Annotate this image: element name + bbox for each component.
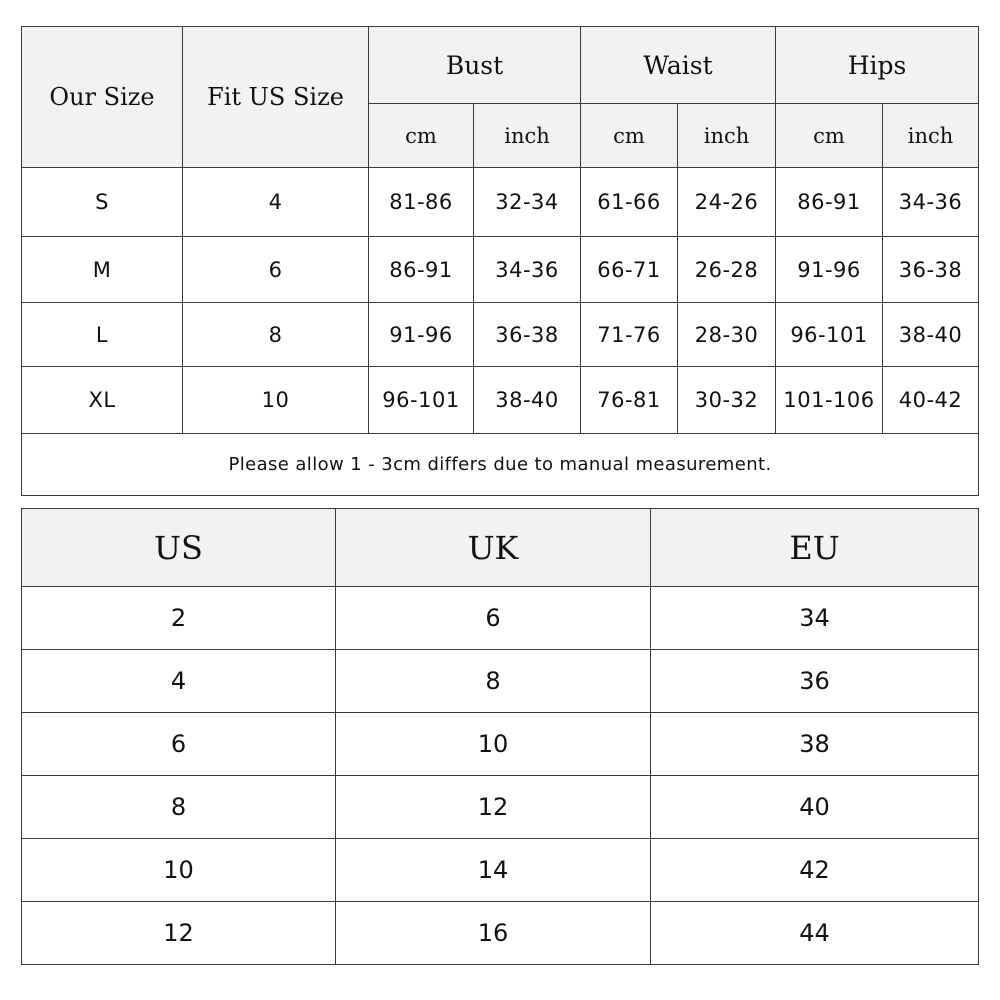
cell-hips-cm: 101-106 [776,367,883,434]
header-hips: Hips [776,27,979,104]
header-hips-cm: cm [776,104,883,168]
table-row [22,776,979,839]
cell-fit-us-size: 6 [183,237,369,303]
cell-our-size: L [22,303,183,367]
header-hips-inch: inch [883,104,979,168]
cell-hips-inch: 34-36 [883,168,979,237]
cell-uk: 10 [336,713,651,776]
cell-fit-us-size: 4 [183,168,369,237]
cell-our-size: M [22,237,183,303]
measurement-note: Please allow 1 - 3cm differs due to manual measurement. [22,434,979,496]
cell-hips-cm: 86-91 [776,168,883,237]
cell-waist-cm: 66-71 [581,237,678,303]
cell-hips-inch: 40-42 [883,367,979,434]
header-waist-cm: cm [581,104,678,168]
cell-eu: 40 [651,776,979,839]
cell-us: 10 [22,839,336,902]
header-waist: Waist [581,27,776,104]
size-conversion-table [21,508,979,965]
cell-waist-cm: 76-81 [581,367,678,434]
cell-hips-cm: 91-96 [776,237,883,303]
cell-waist-inch: 24-26 [678,168,776,237]
table-row [22,168,979,237]
table-row [22,587,979,650]
cell-fit-us-size: 8 [183,303,369,367]
cell-us: 12 [22,902,336,965]
cell-us: 6 [22,713,336,776]
header-our-size: Our Size [22,27,183,168]
cell-fit-us-size: 10 [183,367,369,434]
cell-eu: 44 [651,902,979,965]
cell-bust-cm: 86-91 [369,237,474,303]
header-us: US [22,509,336,587]
cell-our-size: S [22,168,183,237]
cell-waist-cm: 61-66 [581,168,678,237]
cell-us: 2 [22,587,336,650]
header-fit-us-size: Fit US Size [183,27,369,168]
cell-waist-inch: 28-30 [678,303,776,367]
cell-waist-cm: 71-76 [581,303,678,367]
table-row [22,303,979,367]
table-row [22,902,979,965]
header-eu: EU [651,509,979,587]
cell-our-size: XL [22,367,183,434]
cell-bust-inch: 38-40 [474,367,581,434]
table-row [22,713,979,776]
cell-bust-cm: 91-96 [369,303,474,367]
cell-uk: 14 [336,839,651,902]
cell-bust-inch: 32-34 [474,168,581,237]
cell-bust-cm: 81-86 [369,168,474,237]
cell-waist-inch: 30-32 [678,367,776,434]
size-chart-table [21,26,979,496]
cell-uk: 6 [336,587,651,650]
cell-bust-cm: 96-101 [369,367,474,434]
cell-eu: 42 [651,839,979,902]
header-waist-inch: inch [678,104,776,168]
header-bust-cm: cm [369,104,474,168]
cell-us: 4 [22,650,336,713]
table-row [22,839,979,902]
header-bust: Bust [369,27,581,104]
cell-hips-inch: 36-38 [883,237,979,303]
cell-hips-cm: 96-101 [776,303,883,367]
cell-eu: 34 [651,587,979,650]
cell-eu: 36 [651,650,979,713]
cell-bust-inch: 36-38 [474,303,581,367]
cell-us: 8 [22,776,336,839]
table-row [22,237,979,303]
cell-hips-inch: 38-40 [883,303,979,367]
cell-uk: 16 [336,902,651,965]
cell-eu: 38 [651,713,979,776]
header-bust-inch: inch [474,104,581,168]
cell-uk: 12 [336,776,651,839]
table-row [22,650,979,713]
cell-waist-inch: 26-28 [678,237,776,303]
table-row [22,367,979,434]
header-uk: UK [336,509,651,587]
cell-bust-inch: 34-36 [474,237,581,303]
cell-uk: 8 [336,650,651,713]
